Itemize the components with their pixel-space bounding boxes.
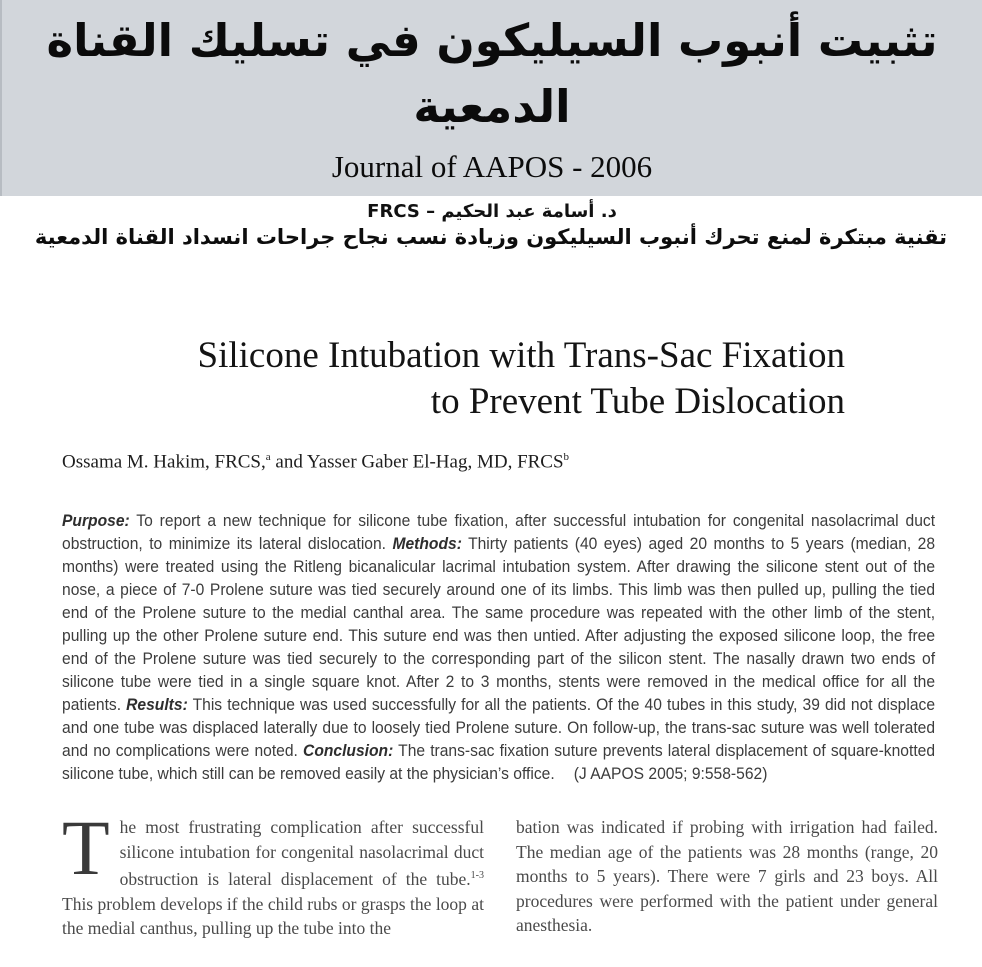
author-name-2: and Yasser Gaber El-Hag, MD, FRCS: [270, 451, 564, 473]
arabic-main-title: تثبيت أنبوب السيليكون في تسليك القناة الدمعية: [46, 14, 938, 133]
body-column-left: [62, 804, 484, 940]
abstract-section-label: Results:: [126, 695, 188, 715]
body-column-right: [516, 815, 938, 940]
abstract-text: Purpose: To report a new technique for silicone tube fixation, after successful intubation for congenital nasolacrimal duct obstruction, to minimize its lateral dislocation. Methods: Thirty patients (40 eyes) aged 20 months to 5 years (median, 28 months) were treated using the Ritleng bicanalicular lacrimal intubation system. After drawing the silicone stent out of the nose, a piece of 7-0 Prolene suture was tied securely around one of its limbs. This limb was then pulled up, pulling the tied end of the Prolene suture to the medial canthal area. The same procedure was repeated with the other limb of the stent, pulling up the other Prolene suture end. This suture end was then untied. After adjusting the exposed silicone loop, the free end of the Prolene suture was tied securely to the corresponding part of the silicon stent. The nasally drawn two ends of silicone tube were tied in a single square knot. After 2 to 3 months, stents were removed in the medical office for all the patients. Results: This technique was used successfully for all the patients. Of the 40 tubes in this study, 39 did not displace and one tube was displaced laterally due to loosely tied Prolene suture. On follow-up, the trans-sac suture was well tolerated and no complications were noted. Conclusion: The trans-sac fixation suture prevents lateral displacement of square-knotted silicone tube, which still can be removed easily at the physician’s office. (J AAPOS 2005; 9:558-562): [62, 511, 936, 784]
journal-citation: (J AAPOS 2005; 9:558-562): [573, 764, 768, 784]
abstract-section-label: Purpose:: [62, 511, 130, 531]
doctor-name: د. أسامة عبد الحكيم – FRCS: [367, 201, 617, 222]
author-line: [62, 451, 982, 473]
author-affiliation-sup-a: a: [265, 451, 271, 463]
author-name-1: Ossama M. Hakim, FRCS,: [62, 451, 266, 473]
paper-title-line2: to Prevent Tube Dislocation: [430, 381, 845, 422]
header-banner: [0, 0, 982, 222]
abstract-section-label: Methods:: [392, 534, 462, 554]
body-columns: [62, 804, 938, 940]
journal-name: Journal of AAPOS - 2006: [331, 149, 653, 184]
paper-title: [62, 333, 845, 425]
author-affiliation-sup-b: b: [563, 451, 570, 463]
body-left-text: he most frustrating complication after successful silicone intubation for congenital nasolacrimal duct obstruction is lateral displacement of the tube.: [119, 817, 484, 890]
body-left-text-rest: This problem develops if the child rubs or grasps the loop at the medial canthus, pulling up the tube into the: [62, 893, 484, 939]
body-right-text: bation was indicated if probing with irrigation had failed. The median age of the patients was 28 months (range, 20 months to 5 years). There were 7 girls and 23 boys. All procedures were performed with the patient under general anesthesia.: [516, 817, 938, 936]
paper-title-line1: Silicone Intubation with Trans-Sac Fixation: [197, 335, 845, 376]
dropcap-letter: T: [62, 804, 110, 892]
reference-superscript: 1-3: [470, 870, 484, 882]
abstract-section-label: Conclusion:: [303, 741, 394, 761]
arabic-subtitle: تقنية مبتكرة لمنع تحرك أنبوب السيليكون وزيادة نسب نجاح جراحات انسداد القناة الدمعية: [34, 225, 948, 249]
